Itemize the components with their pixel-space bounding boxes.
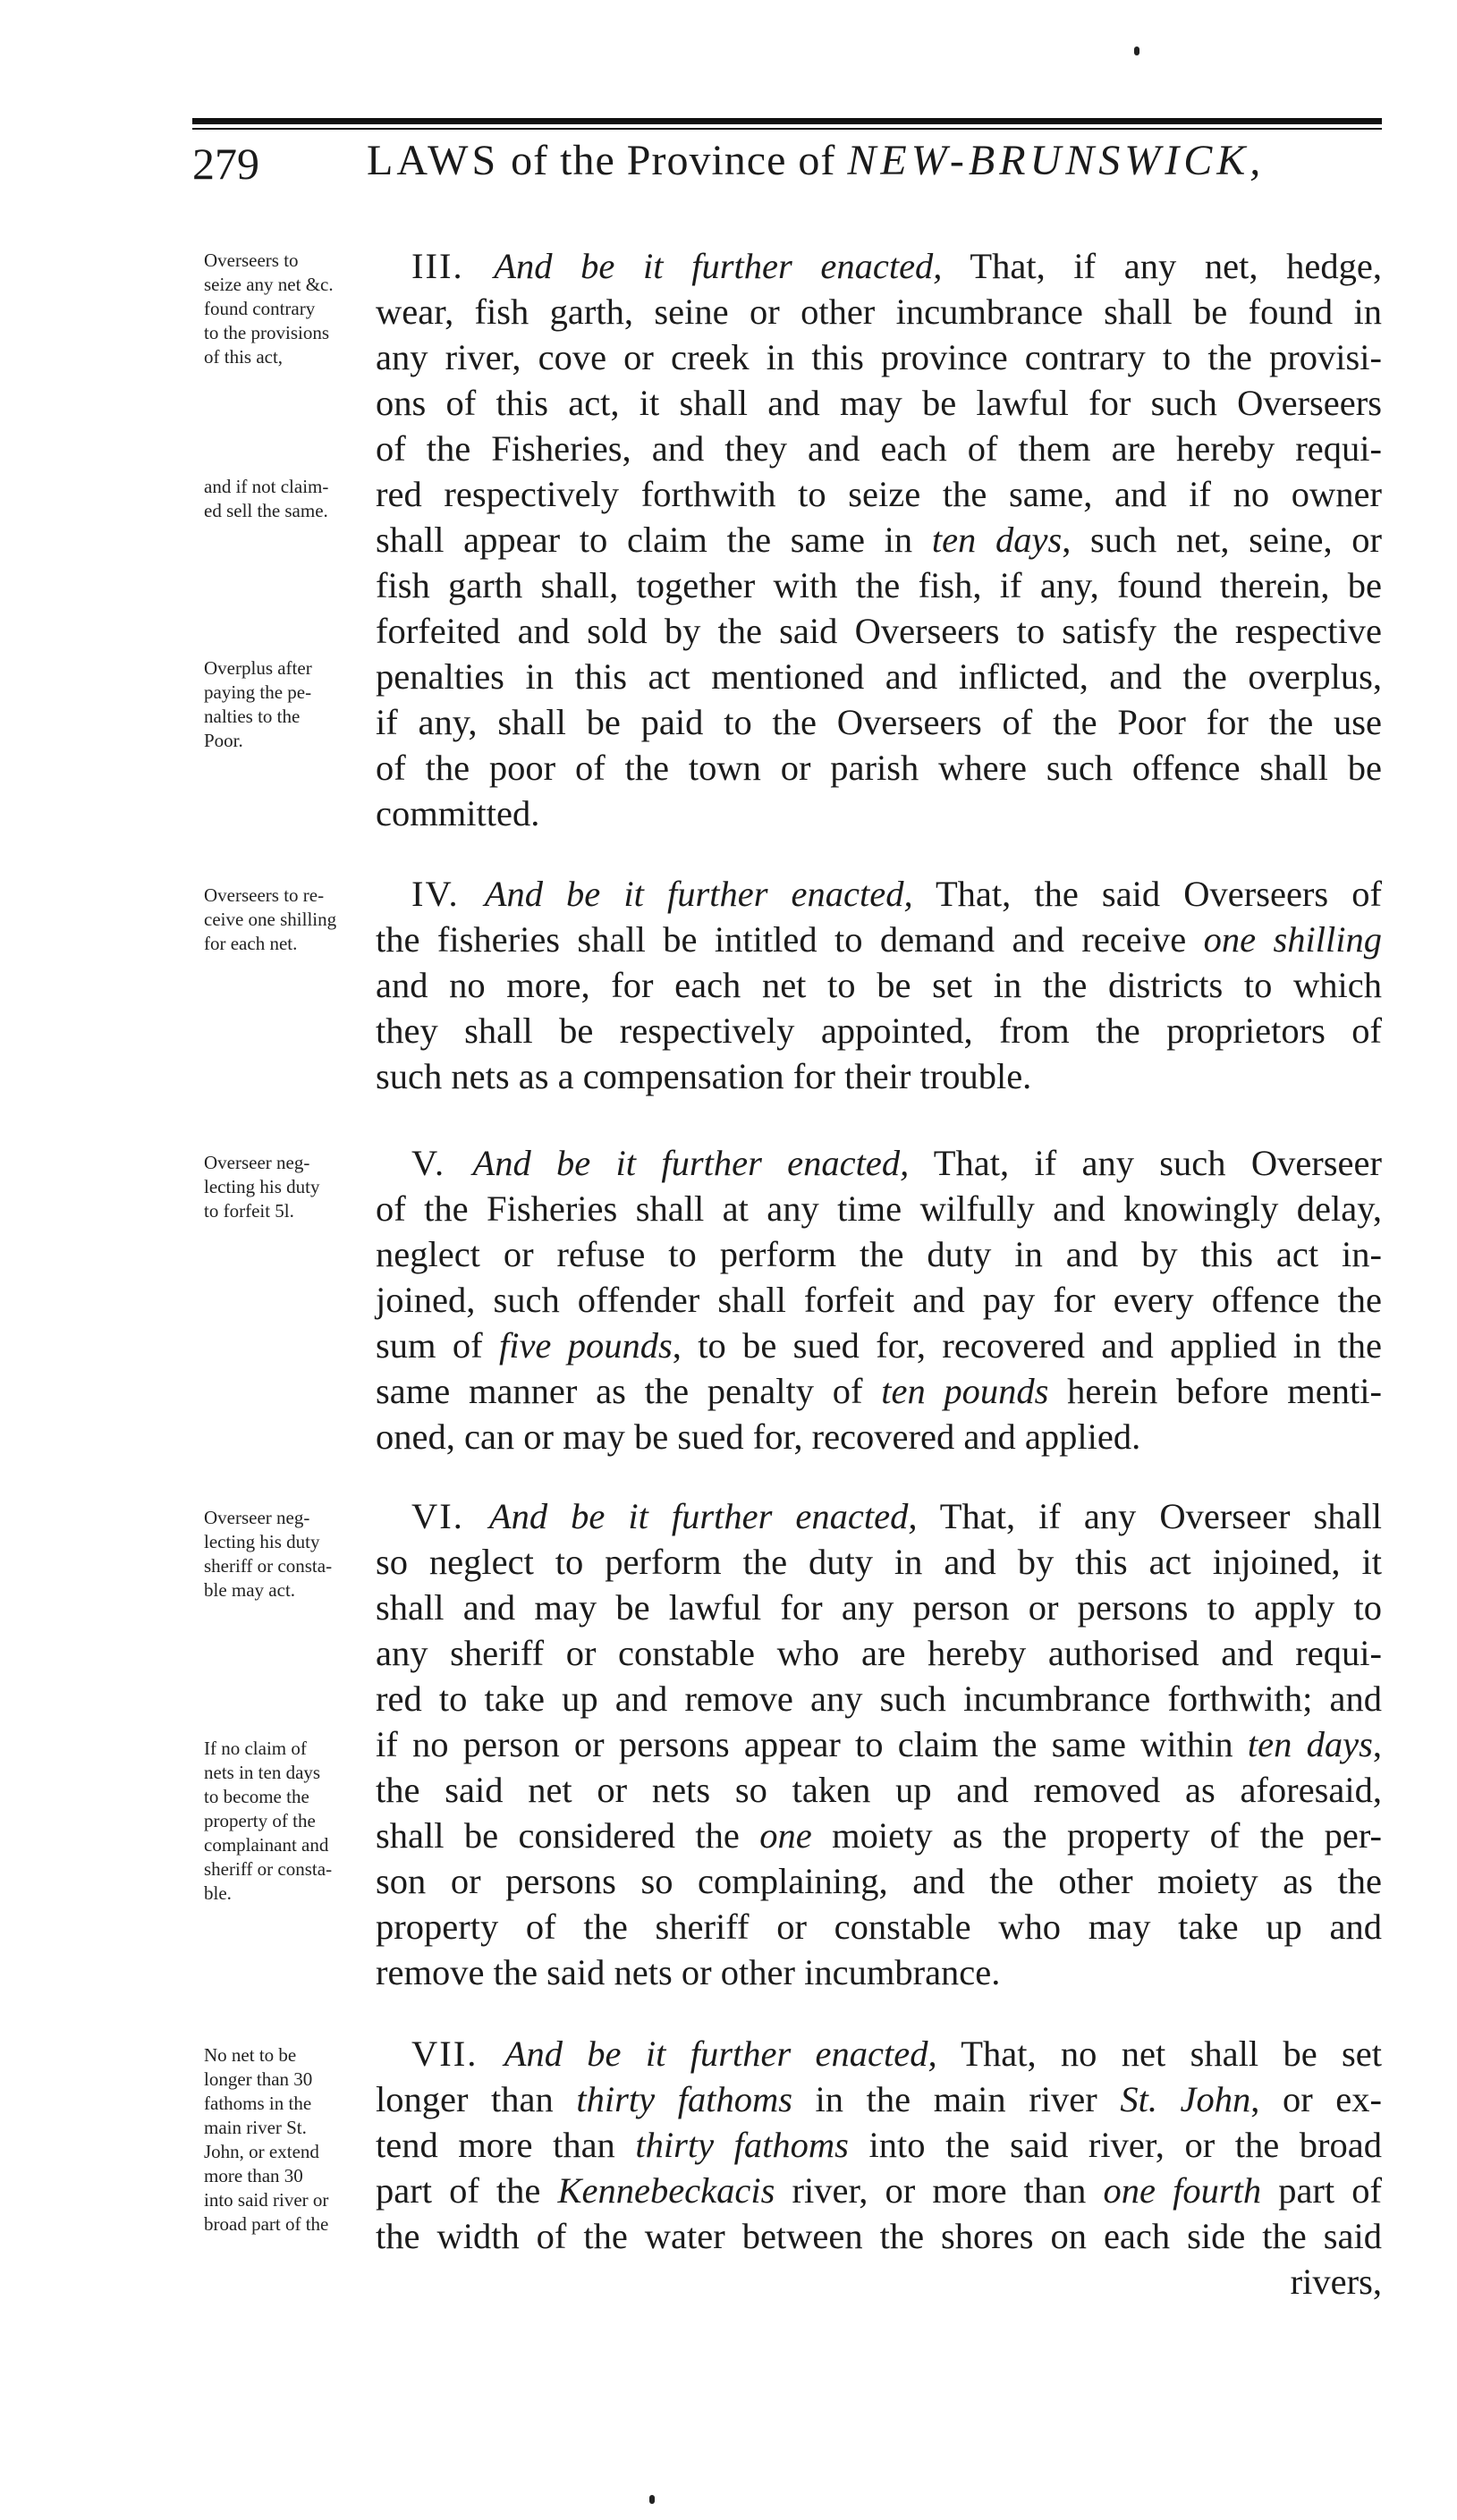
text-run: if no person or persons appear to claim the same within	[376, 1724, 1248, 1764]
margin-note-line: broad part of the	[204, 2213, 329, 2235]
text-line	[376, 1140, 1382, 1186]
text-run: son or persons so complaining, and the other moiety as the	[376, 1861, 1382, 1901]
margin-note-line: main river St.	[204, 2117, 307, 2138]
text-run: of the poor of the town or parish where such offence shall be	[376, 748, 1382, 788]
text-run: river, or more than	[775, 2170, 1104, 2211]
text-run: they shall be respectively appointed, from the proprietors of	[376, 1011, 1382, 1051]
text-run: sum of	[376, 1325, 499, 1366]
margin-note-line: Overplus after	[204, 657, 312, 679]
italic-phrase: thirty fathoms	[576, 2079, 792, 2119]
margin-note-line: If no claim of	[204, 1738, 307, 1759]
text-run: longer than	[376, 2079, 577, 2119]
margin-note	[204, 1151, 374, 1223]
text-run: fish garth shall, together with the fish, if any, found therein, be	[376, 565, 1382, 605]
margin-note-line: found contrary	[204, 298, 316, 319]
text-line	[376, 791, 1382, 836]
text-run: part of the	[376, 2170, 558, 2211]
enacting-clause: And be it further enacted,	[494, 246, 943, 286]
italic-phrase: one shilling	[1203, 919, 1382, 960]
text-line	[376, 871, 1382, 917]
margin-note-line: ble may act.	[204, 1579, 296, 1601]
text-line	[376, 1053, 1382, 1099]
text-line	[376, 1368, 1382, 1414]
text-run: red respectively forthwith to seize the same, and if no owner	[376, 474, 1382, 514]
text-line	[376, 1414, 1382, 1459]
text-run: committed.	[376, 793, 540, 833]
text-run: , such net, seine, or	[1062, 520, 1382, 560]
margin-note-line: Overseer neg-	[204, 1152, 310, 1173]
italic-phrase: thirty fathoms	[635, 2125, 849, 2165]
margin-note	[204, 249, 374, 369]
section-numeral: IV.	[411, 874, 485, 914]
text-run: , or ex-	[1250, 2079, 1382, 2119]
text-run: joined, such offender shall forfeit and pay for every offence the	[376, 1280, 1382, 1320]
text-line	[376, 1585, 1382, 1630]
text-line	[376, 608, 1382, 654]
margin-note-line: lecting his duty	[204, 1176, 320, 1197]
section-numeral: VI.	[411, 1496, 489, 1536]
text-run: in the main river	[792, 2079, 1121, 2119]
text-run: the width of the water between the shores on each side the said	[376, 2216, 1382, 2256]
margin-note-line: into said river or	[204, 2189, 329, 2211]
text-run: That, if any such Overseer	[909, 1143, 1382, 1183]
text-run: tend more than	[376, 2125, 636, 2165]
text-line	[376, 1904, 1382, 1949]
running-head	[192, 132, 1382, 204]
italic-phrase: one fourth	[1103, 2170, 1262, 2211]
margin-note-line: more than 30	[204, 2165, 303, 2186]
margin-note	[204, 656, 374, 753]
text-line	[376, 1949, 1382, 1995]
text-run: remove the said nets or other incumbrance.	[376, 1952, 1001, 1992]
margin-note	[204, 1737, 374, 1906]
text-run: the said net or nets so taken up and removed as aforesaid,	[376, 1770, 1382, 1810]
text-run: such nets as a compensation for their trouble.	[376, 1056, 1032, 1096]
section-body	[376, 243, 1382, 836]
margin-note-line: longer than 30	[204, 2068, 313, 2090]
text-line	[376, 2076, 1382, 2122]
text-run: so neglect to perform the duty in and by this act injoined, it	[376, 1542, 1382, 1582]
enacting-clause: And be it further enacted,	[472, 1143, 910, 1183]
margin-note-line: to the provisions	[204, 322, 329, 343]
section-body	[376, 1140, 1382, 1459]
margin-note-line: to forfeit 5l.	[204, 1200, 294, 1222]
text-run: red to take up and remove any such incumbrance forthwith; and	[376, 1679, 1382, 1719]
text-line	[376, 1721, 1382, 1767]
margin-note-line: sheriff or consta-	[204, 1858, 333, 1880]
text-run: That, if any net, hedge,	[942, 246, 1382, 286]
text-run: if any, shall be paid to the Overseers of the Poor for the use	[376, 702, 1382, 742]
page-number: 279	[192, 139, 259, 189]
text-run: shall and may be lawful for any person or persons to apply to	[376, 1587, 1382, 1628]
margin-note-line: to become the	[204, 1786, 309, 1807]
text-line	[376, 334, 1382, 380]
margin-note-line: complainant and	[204, 1834, 329, 1856]
margin-note-line: nets in ten days	[204, 1762, 321, 1783]
text-line	[376, 1231, 1382, 1277]
text-run: and no more, for each net to be set in the districts to which	[376, 965, 1382, 1005]
text-run: wear, fish garth, seine or other incumbrance shall be found in	[376, 292, 1382, 332]
text-line	[376, 2031, 1382, 2076]
text-run: That, the said Overseers of	[912, 874, 1382, 914]
text-line	[376, 1813, 1382, 1858]
margin-note-line: ed sell the same.	[204, 500, 328, 521]
text-run: moiety as the property of the per-	[811, 1815, 1382, 1856]
text-line	[376, 1858, 1382, 1904]
text-run: the fisheries shall be intitled to demand and receive	[376, 919, 1204, 960]
margin-note-line: of this act,	[204, 346, 284, 368]
text-run: oned, can or may be sued for, recovered and applied.	[376, 1416, 1141, 1457]
margin-note	[204, 475, 374, 523]
section-body	[376, 871, 1382, 1099]
margin-note-line: property of the	[204, 1810, 316, 1831]
text-line	[376, 1008, 1382, 1053]
section-numeral: V.	[411, 1143, 473, 1183]
text-line	[376, 1676, 1382, 1721]
enacting-clause: And be it further enacted,	[504, 2034, 937, 2074]
text-run: property of the sheriff or constable who may take up and	[376, 1907, 1382, 1947]
text-run: into the said river, or the broad	[848, 2125, 1383, 2165]
ink-speck	[1134, 47, 1139, 55]
text-line	[376, 471, 1382, 517]
running-title-laws: LAWS	[367, 137, 500, 184]
text-line	[376, 243, 1382, 289]
text-run: forfeited and sold by the said Overseers to satisfy the respective	[376, 611, 1382, 651]
section-body	[376, 1493, 1382, 1995]
header-rule-thick	[192, 118, 1382, 124]
text-run: herein before menti-	[1048, 1371, 1382, 1411]
text-line	[376, 1186, 1382, 1231]
catchword: rivers,	[1290, 2262, 1382, 2302]
margin-note	[204, 1506, 374, 1602]
running-title-province: NEW-BRUNSWICK,	[847, 137, 1266, 184]
text-line	[376, 1277, 1382, 1323]
italic-phrase: ten pounds	[881, 1371, 1049, 1411]
italic-phrase: one	[759, 1815, 812, 1856]
text-line	[376, 1493, 1382, 1539]
text-line	[376, 2213, 1382, 2259]
section-numeral: VII.	[411, 2034, 504, 2074]
text-run: any sheriff or constable who are hereby authorised and requi-	[376, 1633, 1382, 1673]
margin-note-line: paying the pe-	[204, 681, 312, 703]
text-line	[376, 1323, 1382, 1368]
text-line	[376, 917, 1382, 962]
margin-note-line: for each net.	[204, 933, 298, 954]
margin-note-line: sheriff or consta-	[204, 1555, 333, 1577]
italic-phrase: five pounds	[498, 1325, 673, 1366]
text-run: That, if any Overseer shall	[917, 1496, 1382, 1536]
running-title	[367, 136, 1265, 185]
text-line	[376, 745, 1382, 791]
enacting-clause: And be it further enacted,	[484, 874, 913, 914]
margin-note-line: fathoms in the	[204, 2093, 312, 2114]
margin-note-line: John, or extend	[204, 2141, 319, 2162]
margin-note-line: Overseers to re-	[204, 884, 325, 906]
text-line	[376, 289, 1382, 334]
margin-note	[204, 2043, 374, 2237]
text-line	[376, 380, 1382, 426]
italic-phrase: ten days	[931, 520, 1063, 560]
text-line	[376, 1767, 1382, 1813]
margin-note-line: ble.	[204, 1882, 232, 1904]
margin-note-line: Overseers to	[204, 249, 299, 271]
margin-note-line: Poor.	[204, 730, 243, 751]
text-run: ons of this act, it shall and may be lawful for such Overseers	[376, 383, 1382, 423]
text-run: That, no net shall be set	[936, 2034, 1382, 2074]
margin-note-line: nalties to the	[204, 706, 301, 727]
text-line	[376, 562, 1382, 608]
margin-note-line: ceive one shilling	[204, 909, 337, 930]
text-line	[376, 2168, 1382, 2213]
ink-speck	[649, 2495, 655, 2504]
text-run: any river, cove or creek in this province contrary to the provisi-	[376, 337, 1382, 377]
italic-phrase: St. John	[1120, 2079, 1251, 2119]
text-run: of the Fisheries shall at any time wilfully and knowingly delay,	[376, 1188, 1382, 1229]
text-run: ,	[1372, 1724, 1382, 1764]
italic-phrase: ten days	[1247, 1724, 1373, 1764]
text-line	[376, 1630, 1382, 1676]
text-line	[376, 2122, 1382, 2168]
header-rule-thin	[192, 128, 1382, 130]
italic-phrase: Kennebeckacis	[557, 2170, 775, 2211]
text-line	[376, 517, 1382, 562]
text-line	[376, 699, 1382, 745]
running-title-middle: of the Province of	[499, 137, 848, 184]
margin-note-line: lecting his duty	[204, 1531, 320, 1552]
section-numeral: III.	[411, 246, 495, 286]
text-run: shall appear to claim the same in	[376, 520, 932, 560]
margin-note	[204, 884, 374, 956]
margin-note-line: No net to be	[204, 2044, 297, 2066]
text-run: penalties in this act mentioned and inflicted, and the overplus,	[376, 656, 1382, 697]
text-line	[376, 962, 1382, 1008]
text-line	[376, 1539, 1382, 1585]
margin-note-line: and if not claim-	[204, 476, 329, 497]
margin-note-line: Overseer neg-	[204, 1507, 310, 1528]
section-body	[376, 2031, 1382, 2304]
text-run: part of	[1261, 2170, 1382, 2211]
text-run: same manner as the penalty of	[376, 1371, 882, 1411]
text-run: shall be considered the	[376, 1815, 760, 1856]
text-run: neglect or refuse to perform the duty in and by this act in-	[376, 1234, 1382, 1274]
margin-note-line: seize any net &c.	[204, 274, 334, 295]
text-run: of the Fisheries, and they and each of them are hereby requi-	[376, 428, 1382, 469]
text-line	[376, 654, 1382, 699]
text-line	[376, 426, 1382, 471]
text-run: , to be sued for, recovered and applied in the	[672, 1325, 1383, 1366]
enacting-clause: And be it further enacted,	[488, 1496, 918, 1536]
